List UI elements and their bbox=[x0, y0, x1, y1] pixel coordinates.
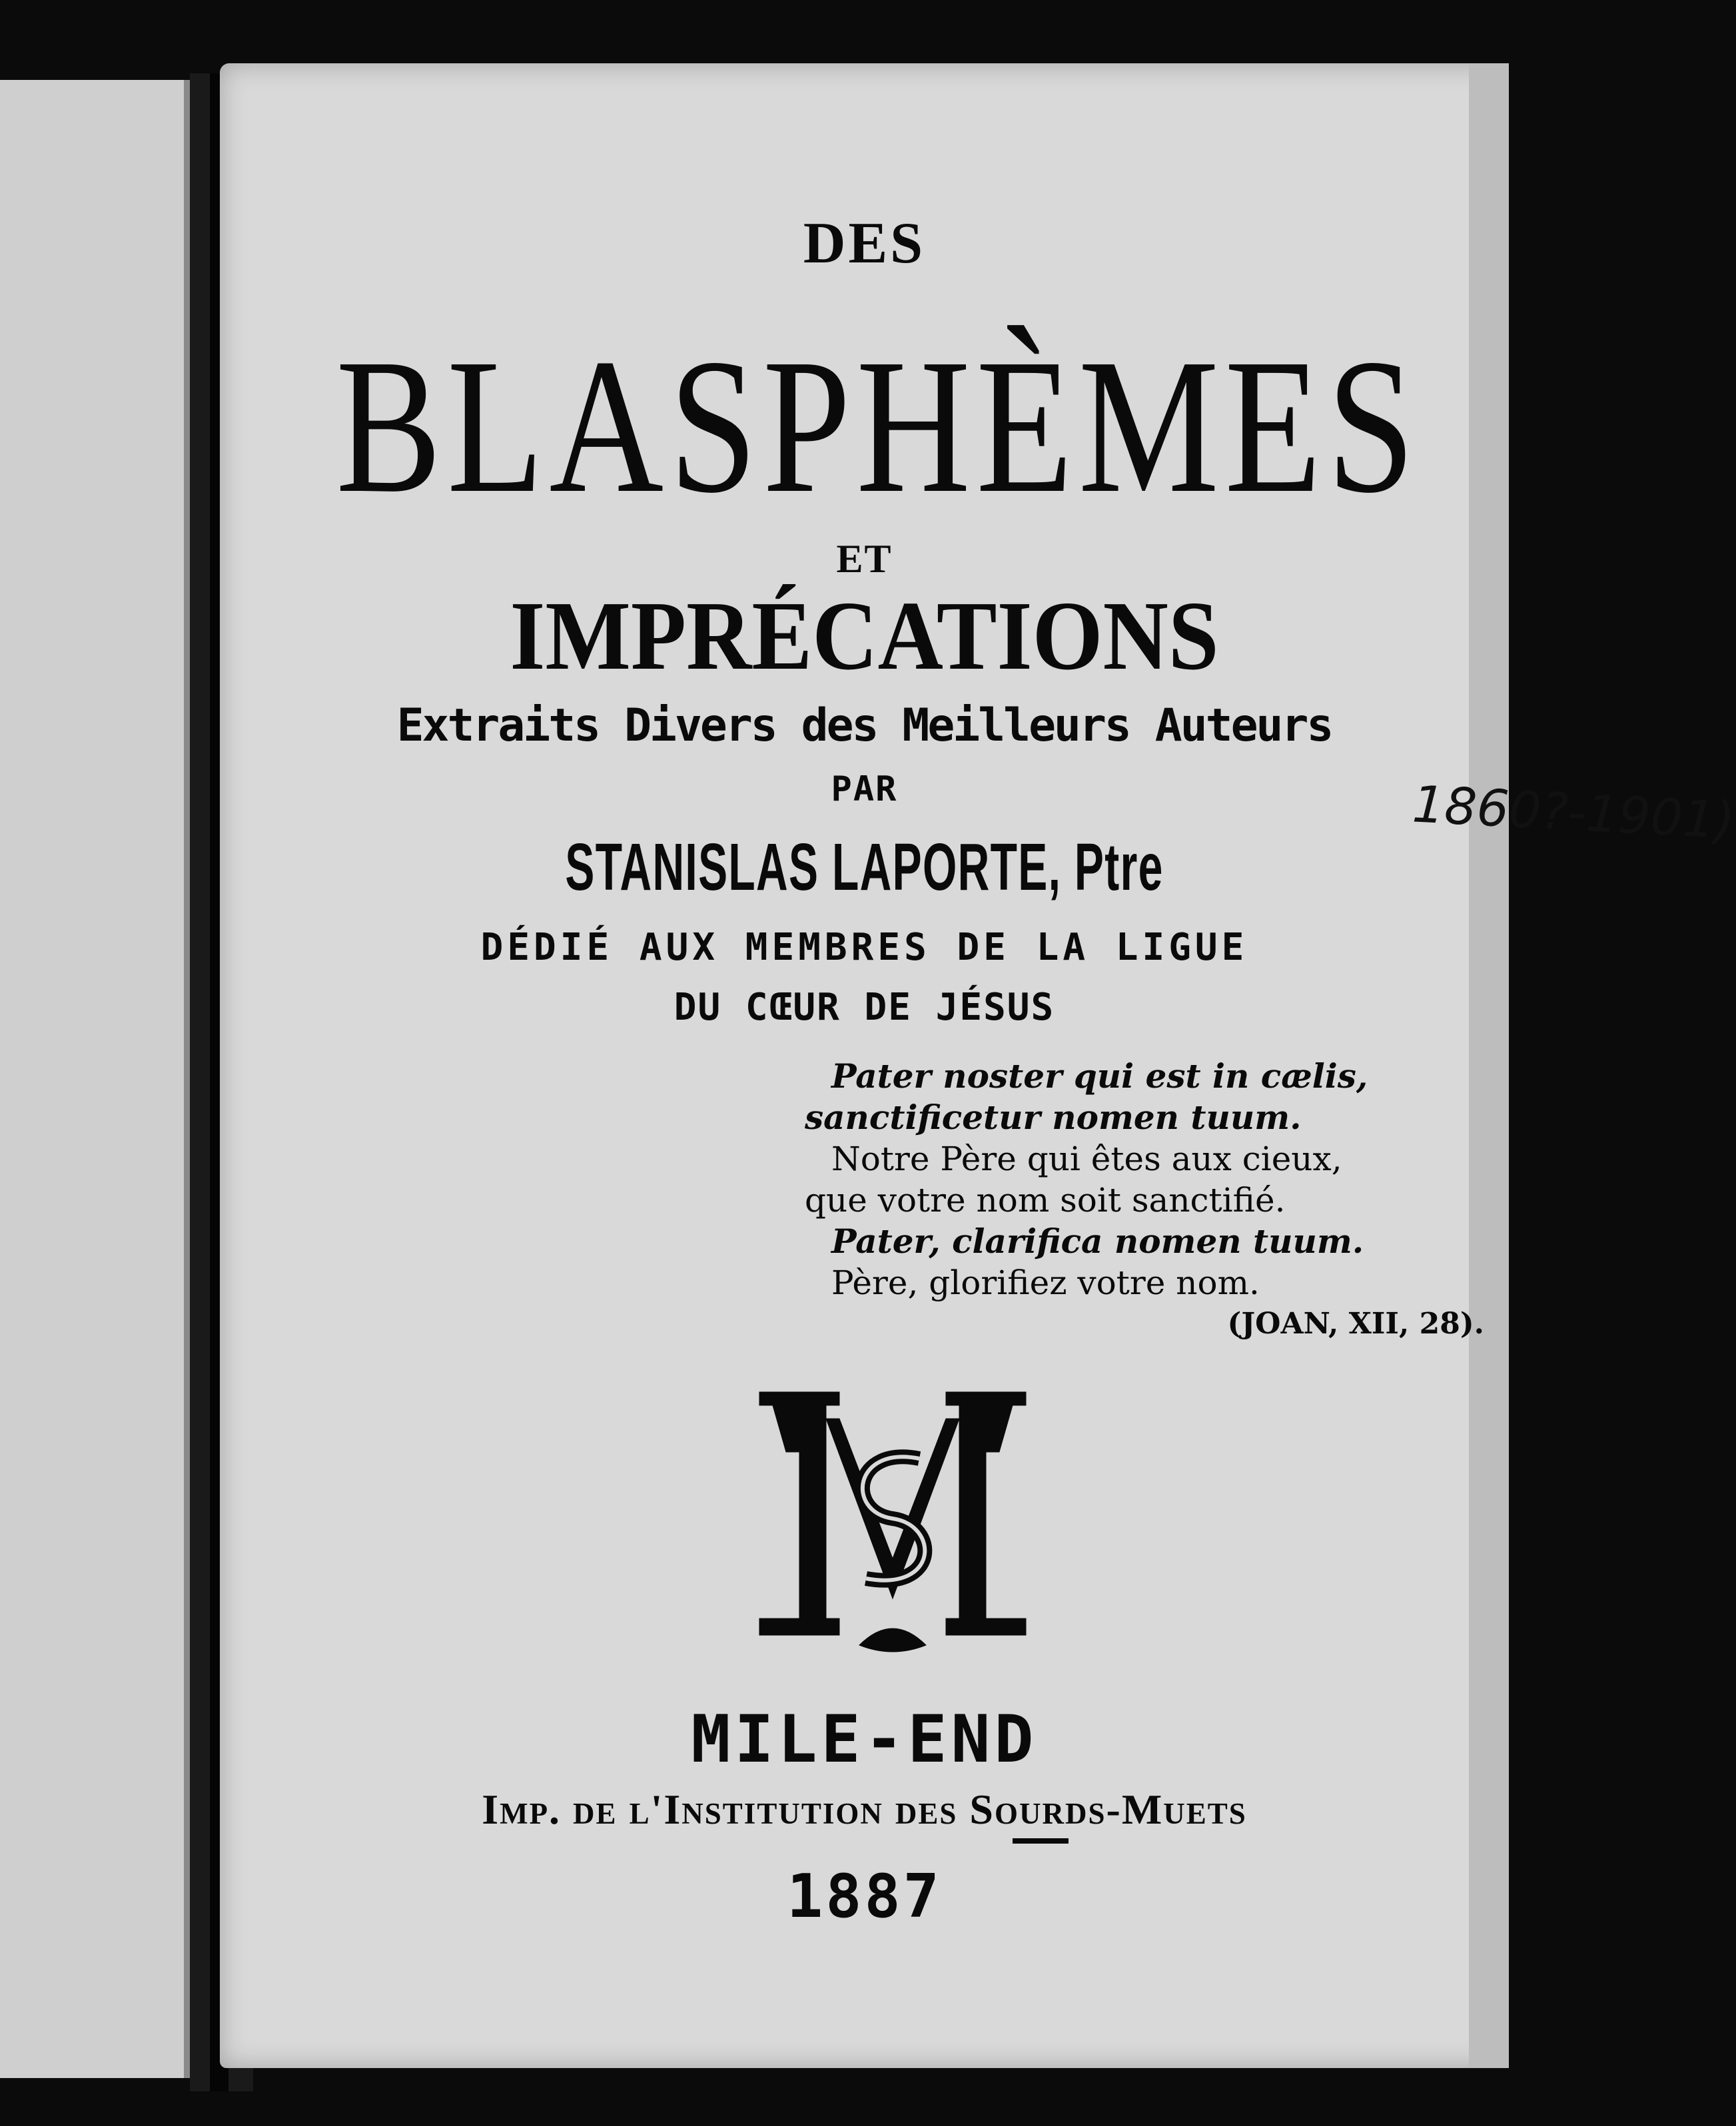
page-subtitle: IMPRÉCATIONS bbox=[510, 581, 1219, 691]
printer-line: Imp. de l'Institution des Sourds-Muets bbox=[482, 1786, 1247, 1833]
epigraph-citation: (JOAN, XII, 28). bbox=[1227, 1307, 1484, 1341]
epigraph-french-1b: que votre nom soit sanctifié. bbox=[805, 1181, 1286, 1220]
author-name: STANISLAS LAPORTE, Ptre bbox=[565, 830, 1164, 904]
title-page bbox=[220, 63, 1736, 2068]
epigraph-latin-2: Pater, clarifica nomen tuum. bbox=[831, 1222, 1364, 1261]
heading-small: DES bbox=[803, 211, 926, 276]
printer-monogram-icon bbox=[746, 1379, 1039, 1658]
dedication-line-2: DU CŒUR DE JÉSUS bbox=[673, 986, 1055, 1029]
extracts-line: Extraits Divers des Meilleurs Auteurs bbox=[396, 699, 1332, 752]
page-title: BLASPHÈMES bbox=[336, 319, 1421, 533]
divider bbox=[1013, 1838, 1069, 1844]
publication-year: 1887 bbox=[787, 1862, 942, 1932]
handwritten-note: 1860?-1901) bbox=[1411, 774, 1736, 851]
epigraph-latin-1b: sanctificetur nomen tuum. bbox=[805, 1098, 1302, 1137]
conjunction: ET bbox=[836, 537, 893, 581]
epigraph-french-2: Père, glorifiez votre nom. bbox=[831, 1263, 1260, 1302]
by-label: PAR bbox=[831, 769, 898, 809]
publication-place: MILE-END bbox=[691, 1702, 1038, 1778]
facing-page bbox=[0, 80, 193, 2078]
dedication-line-1: DÉDIÉ AUX MEMBRES DE LA LIGUE bbox=[480, 926, 1248, 969]
epigraph-latin-1a: Pater noster qui est in cælis, bbox=[831, 1056, 1368, 1096]
epigraph bbox=[805, 1056, 1511, 1345]
epigraph-french-1a: Notre Père qui êtes aux cieux, bbox=[831, 1140, 1342, 1178]
